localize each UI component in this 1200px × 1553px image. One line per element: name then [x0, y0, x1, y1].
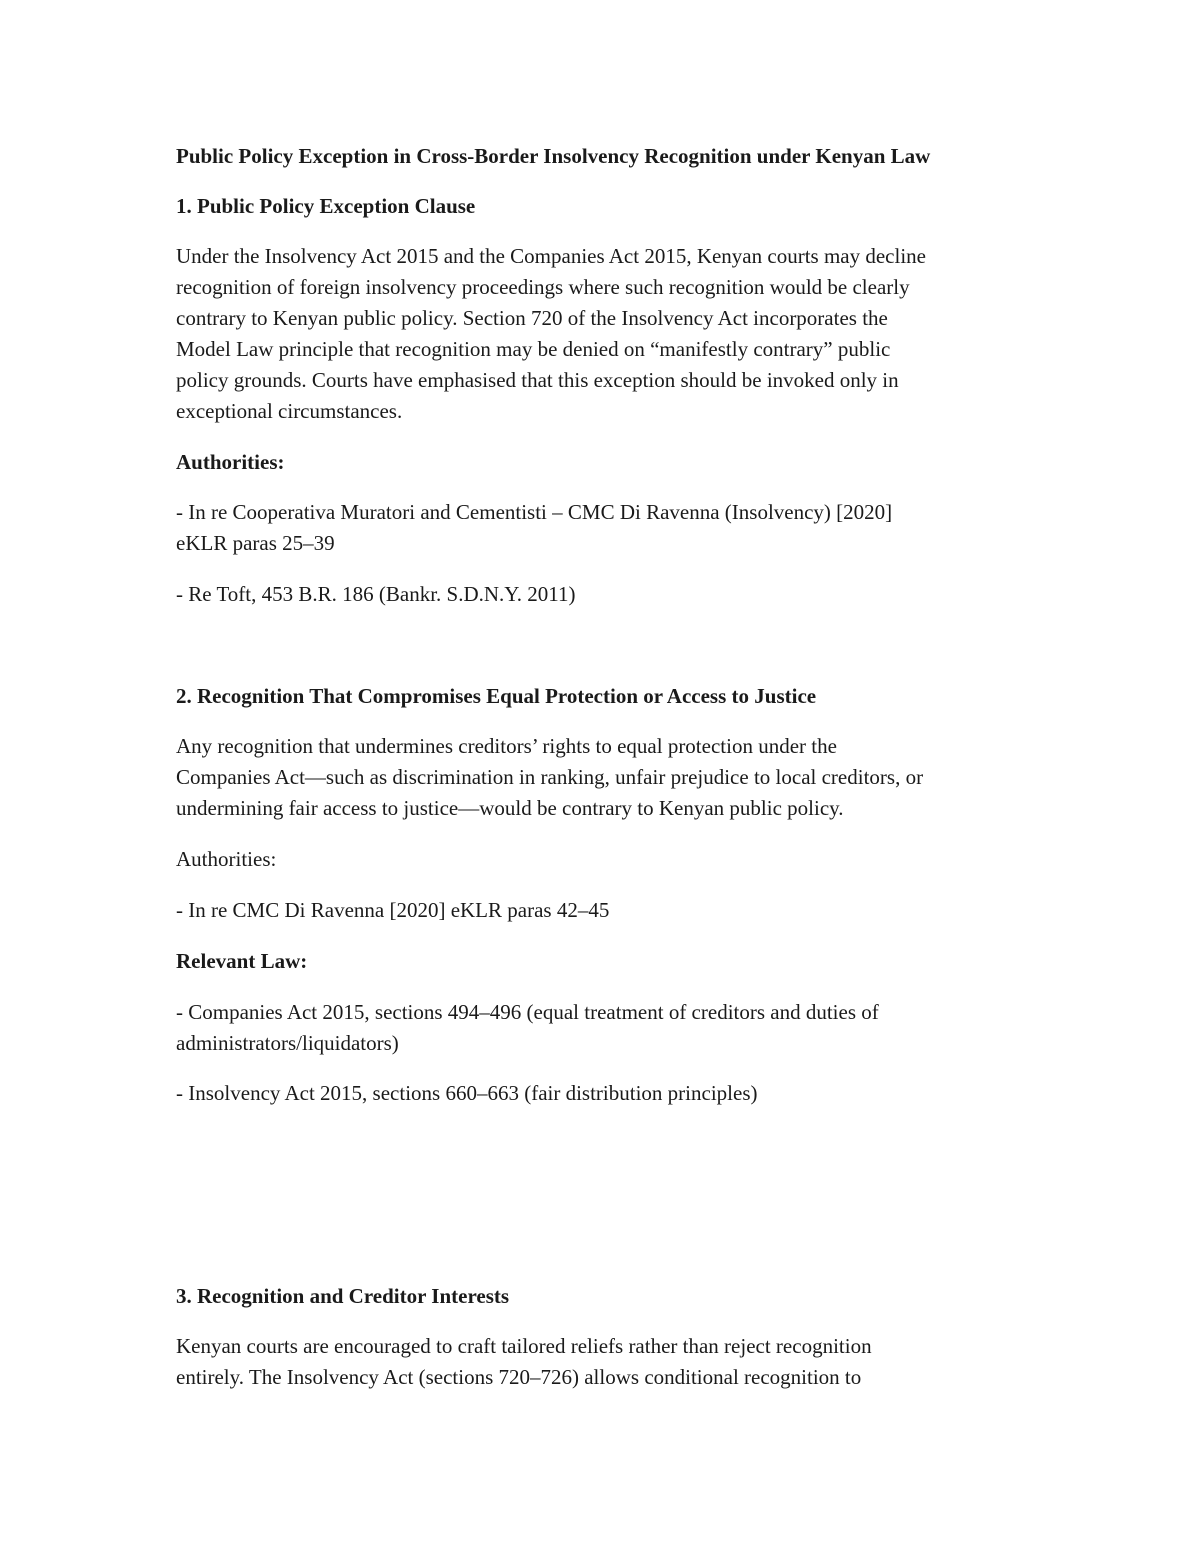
- section-2-authority-line: - In re CMC Di Ravenna [2020] eKLR paras 42–45: [176, 898, 610, 922]
- document-title: Public Policy Exception in Cross-Border Insolvency Recognition under Kenyan Law: [176, 144, 931, 168]
- section-1-paragraph-line: policy grounds. Courts have emphasised that this exception should be invoked only in: [176, 368, 899, 392]
- section-3-paragraph-line: Kenyan courts are encouraged to craft tailored reliefs rather than reject recognition: [176, 1334, 872, 1358]
- section-2-law-line: - Insolvency Act 2015, sections 660–663 (fair distribution principles): [176, 1081, 758, 1105]
- section-1-authority-line: - Re Toft, 453 B.R. 186 (Bankr. S.D.N.Y. 2011): [176, 582, 576, 606]
- section-2-relevant-law-label: Relevant Law:: [176, 949, 308, 973]
- section-3-paragraph-line: entirely. The Insolvency Act (sections 720–726) allows conditional recognition to: [176, 1365, 862, 1389]
- section-2-paragraph-line: Companies Act—such as discrimination in ranking, unfair prejudice to local creditors, or: [176, 765, 924, 789]
- section-2-law-line: administrators/liquidators): [176, 1031, 399, 1055]
- section-1-paragraph-line: Model Law principle that recognition may be denied on “manifestly contrary” public: [176, 337, 891, 361]
- section-1-paragraph-line: contrary to Kenyan public policy. Section 720 of the Insolvency Act incorporates the: [176, 306, 888, 330]
- section-2-authorities-label: Authorities:: [176, 847, 277, 871]
- section-1-paragraph-line: exceptional circumstances.: [176, 399, 403, 423]
- section-2-paragraph-line: Any recognition that undermines creditors’ rights to equal protection under the: [176, 734, 837, 758]
- section-1-paragraph-line: recognition of foreign insolvency proceedings where such recognition would be clearly: [176, 275, 910, 299]
- section-3-heading: 3. Recognition and Creditor Interests: [176, 1284, 510, 1308]
- section-2-paragraph-line: undermining fair access to justice—would be contrary to Kenyan public policy.: [176, 796, 844, 820]
- section-1-authority-line: eKLR paras 25–39: [176, 531, 335, 555]
- section-1-heading: 1. Public Policy Exception Clause: [176, 194, 476, 218]
- section-1-paragraph-line: Under the Insolvency Act 2015 and the Companies Act 2015, Kenyan courts may decline: [176, 244, 926, 268]
- section-1-authority-line: - In re Cooperativa Muratori and Cementisti – CMC Di Ravenna (Insolvency) [2020]: [176, 500, 893, 524]
- section-2-law-line: - Companies Act 2015, sections 494–496 (equal treatment of creditors and duties of: [176, 1000, 879, 1024]
- section-1-authorities-label: Authorities:: [176, 450, 285, 474]
- section-2-heading: 2. Recognition That Compromises Equal Protection or Access to Justice: [176, 684, 817, 708]
